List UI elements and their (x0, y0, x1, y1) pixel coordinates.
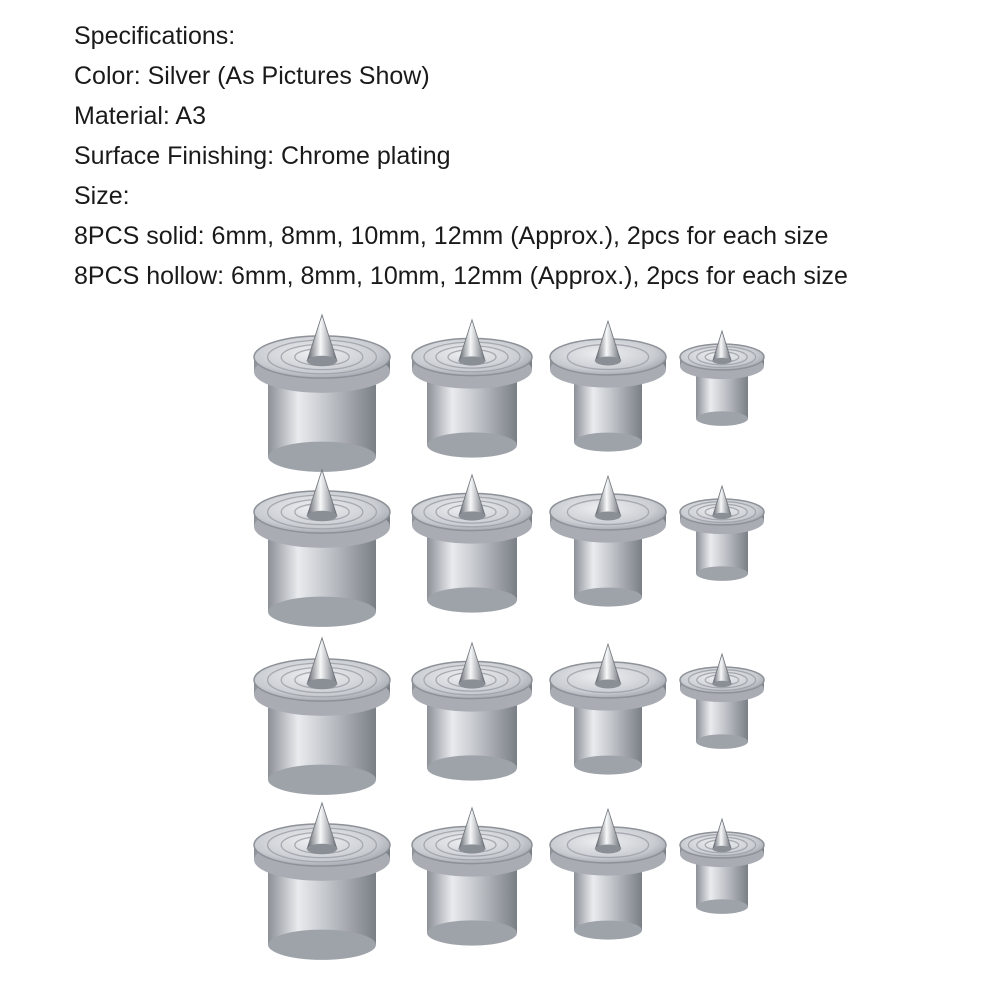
product-photo (0, 300, 1001, 980)
specifications-list (74, 16, 848, 296)
dowel-center-pin-icon (412, 643, 532, 781)
dowel-center-pin-icon (680, 819, 764, 914)
dowel-center-pin-icon (412, 320, 532, 458)
spec-size-heading: Size: (74, 182, 130, 210)
spec-size-hollow: 8PCS hollow: 6mm, 8mm, 10mm, 12mm (Approx.), 2pcs for each size (74, 262, 848, 290)
dowel-center-pin-icon (550, 809, 666, 940)
dowel-center-pin-icon (550, 644, 666, 775)
dowel-center-pin-icon (254, 470, 390, 627)
dowel-center-pin-icon (550, 321, 666, 452)
dowel-center-pin-icon (254, 803, 390, 960)
dowel-center-pin-icon (680, 654, 764, 749)
dowel-center-pin-icon (680, 486, 764, 581)
dowel-center-pin-icon (412, 808, 532, 946)
dowel-center-pin-icon (254, 638, 390, 795)
dowel-center-pin-icon (680, 331, 764, 426)
spec-heading: Specifications: (74, 22, 236, 50)
dowel-center-pin-icon (254, 315, 390, 472)
spec-color: Color: Silver (As Pictures Show) (74, 62, 430, 90)
spec-material: Material: A3 (74, 102, 207, 130)
spec-size-solid: 8PCS solid: 6mm, 8mm, 10mm, 12mm (Approx.), 2pcs for each size (74, 222, 829, 250)
spec-surface-finishing: Surface Finishing: Chrome plating (74, 142, 451, 170)
dowel-center-pin-icon (412, 475, 532, 613)
dowel-center-pin-icon (550, 476, 666, 607)
